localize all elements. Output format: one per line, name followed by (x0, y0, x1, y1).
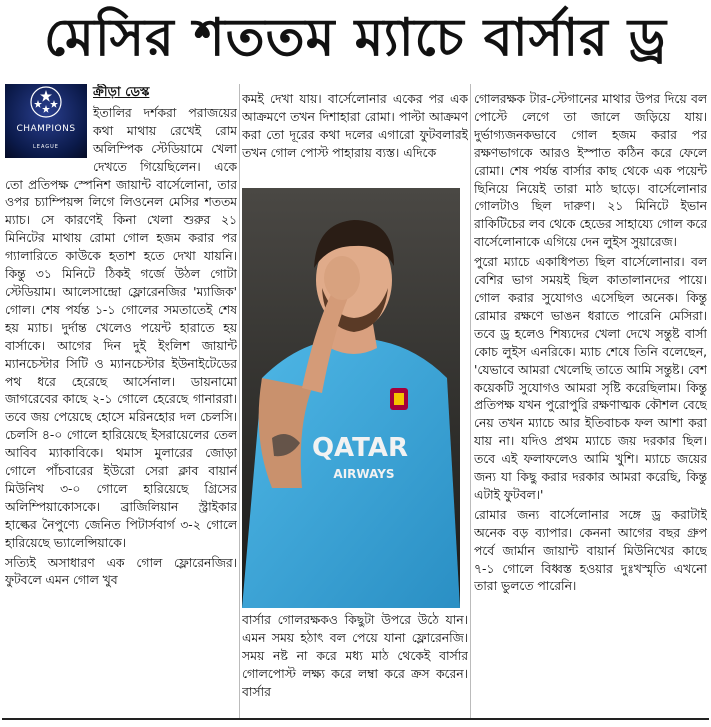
jersey-sponsor-subtext: AIRWAYS (333, 467, 395, 481)
jersey-sponsor-text: QATAR (311, 433, 409, 463)
player-photo (242, 188, 460, 608)
paragraph: পুরো ম্যাচে একাধিপত্য ছিল বার্সেলোনার। বল বেশির ভাগ সময়ই ছিল কাতালানদের পায়ে। গোল করার সুযোগও এসেছিল অনেক। কিন্তু রোমার রক্ষণে ভাঙন ধরাতে পারেনি মেসিরা। তবে ড্র হলেও শিষ্যদের খেলা দেখে সন্তুষ্ট বার্সা কোচ লুইস এনরিকে। ম্যাচ শেষে তিনি বলেছেন, 'যেভাবে আমরা খেলেছি তাতে আমি সন্তুষ্ট। বেশ কয়েকটি সুযোগও আমরা সৃষ্টি করেছিলাম। কিন্তু প্রতিপক্ষ যখন পুরোপুরি রক্ষণাত্মক কৌশল বেছে নেয় তখন ম্যাচে আর ইতিবাচক ফল আশা করা যায় না। যদিও প্রথম ম্যাচে জয় দরকার ছিল। তবে এই ফলাফলেও আমি খুশি। ম্যাচে জয়ের জন্য যা কিছু করার দরকার আমরা করেছি, কিন্তু এটাই ফুটবল।' (474, 255, 707, 502)
paragraph: গোলরক্ষক টার-স্টেগানের মাথার উপর দিয়ে বল পোস্টে লেগে তা জালে জড়িয়ে যায়। দুর্ভাগ্যজনকভাবে গোল হজম করার পর রক্ষণভাগকে আরও ইস্পাত কঠিন করে ফেলে রোমা। শেষ পর্যন্ত বার্সার কাছ থেকে এক পয়েন্ট ছিনিয়ে নিয়েই তারা মাঠ ছাড়ে। বার্সেলোনার গোলটাও ছিল দারুণ। ২১ মিনিটে ইভান রাকিটিচের লব থেকে হেডের সাহায্যে গোল করে বার্সেলোনাকে এগিয়ে দেন লুইস সুয়ারেজ। (474, 92, 707, 250)
article-column-2-bottom (242, 612, 468, 718)
article-column-3 (474, 91, 707, 727)
starball-icon (29, 85, 63, 119)
headline: মেসির শততম ম্যাচে বার্সার ড্র (43, 6, 668, 68)
logo-subtext: LEAGUE (33, 144, 59, 150)
column-divider (239, 84, 240, 718)
paragraph: সত্যিই অসাধারণ এক গোল ফ্লোরেনজির। ফুটবলে এমন গোল খুব (5, 555, 237, 588)
paragraph: রোমার জন্য বার্সেলোনার সঙ্গে ড্র করাটাই অনেক বড় ব্যাপার। কেননা আগের বছর গ্রুপ পর্বে জার্মান জায়ান্ট বায়ার্ন মিউনিখের কাছে ৭-১ গোলে বিধ্বস্ত হওয়ার দুঃখস্মৃতি এখনো তারা ভুলতে পারেনি। (474, 507, 707, 594)
paragraph: কমই দেখা যায়। বার্সেলোনার একের পর এক আক্রমণে তখন দিশাহারা রোমা। পাল্টা আক্রমণ করা তো দূরের কথা দলের এগারো ফুটবলারই তখন গোল পোস্ট পাহারায় ব্যস্ত। এদিকে (242, 92, 468, 160)
byline: ক্রীড়া ডেস্ক (93, 85, 150, 100)
paragraph: ইতালির দর্শকরা পরাজয়ের কথা মাথায় রেখেই রোম অলিম্পিক স্টেডিয়ামে খেলা দেখতে গিয়েছিলেন। একে তো প্রতিপক্ষ স্পেনিশ জায়ান্ট বার্সেলোনা, তার ওপর চ্যাম্পিয়ন্স লিগে লিওনেল মেসির শততম ম্যাচ। সে কারণেই কিনা খেলা শুরুর ২১ মিনিটের মাথায় রোমা গোল হজম করার পর গ্যালারিতে কাউকে হতাশ হতে দেখা যায়নি। কিন্তু ৩১ মিনিটে ঠিকই গর্জে উঠল গোটা স্টেডিয়াম। আলেসান্দ্রো ফ্লোরেনজির 'ম্যাজিক' গোল। শেষ পর্যন্ত ১-১ গোলের সমতাতেই শেষ হয় ম্যাচ। দুর্দান্ত খেলেও পয়েন্ট হারাতে হয় বার্সাকে। আগের দিন দুই ইংলিশ জায়ান্ট ম্যানচেস্টার সিটি ও ম্যানচেস্টার ইউনাইটেডের পথ ধরে হেরেছে আর্সেনাল। ডায়নামো জাগরেবের কাছে ২-১ গোলে হেরেছে গানাররা। তবে জয় পেয়েছে হোসে মরিনহোর দল চেলসি। চেলসি ৪-০ গোলে হারিয়েছে ইসরায়েলের তেল আবিব ম্যাকাবিকে। থমাস মুলারের জোড়া গোলে পাঁচবারের ইউরো সেরা ক্লাব বায়ার্ন মিউনিখ ৩-০ গোলে হারিয়েছে গ্রিসের অলিম্পিয়াকোসকে। ব্রাজিলিয়ান স্ট্রাইকার হাল্কের নৈপুণ্যে জেনিত পিটার্সবার্গ ৩-২ গোলে হারিয়েছে ভ্যালেন্সিয়াকে। (5, 105, 237, 550)
bottom-rule (2, 718, 709, 720)
paragraph: বার্সার গোলরক্ষকও কিছুটা উপরে উঠে যান। এমন সময় হঠাৎ বল পেয়ে যানা ফ্লোরেনজি। সময় নষ্ট না করে মধ্য মাঠ থেকেই বার্সার গোলপোস্ট লক্ষ্য করে লম্বা করে ক্রস করেন। বার্সার (242, 613, 468, 699)
player-illustration (242, 188, 460, 608)
article-column-2-top (242, 91, 468, 191)
column-divider (470, 84, 471, 718)
logo-text: CHAMPIONS (16, 124, 76, 135)
article-column-1 (5, 84, 237, 720)
champions-league-logo (5, 84, 87, 158)
